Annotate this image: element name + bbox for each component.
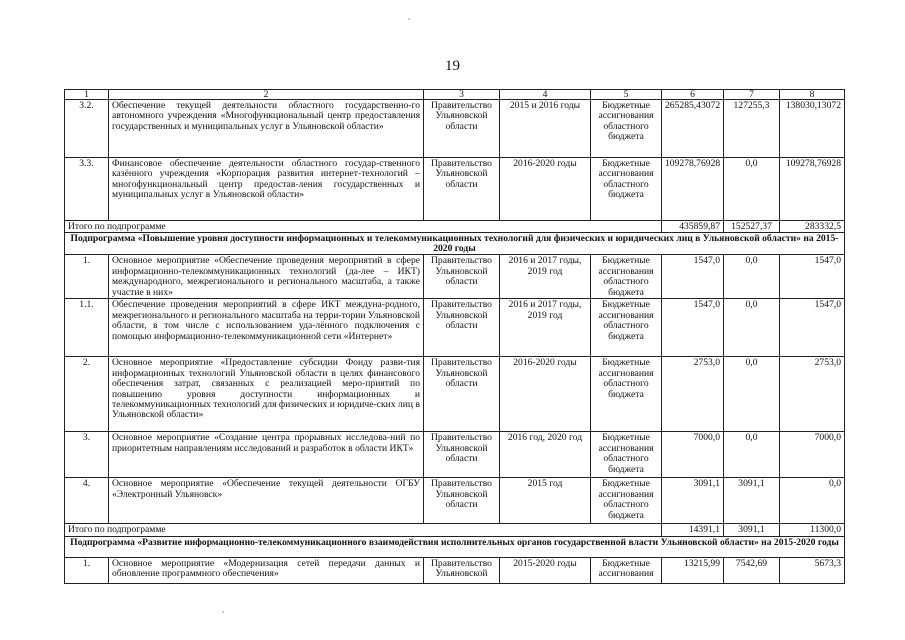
page-number: 19 — [445, 58, 460, 74]
item-name: Основное мероприятие «Обеспечение текущей деятельности ОГБУ «Электронный Ульяновск» — [109, 478, 424, 524]
item-amount-col7: 0,0 — [724, 158, 780, 221]
item-amount-col8: 109278,76928 — [780, 158, 845, 221]
item-period: 2016-2020 годы — [500, 158, 591, 221]
item-name: Основное мероприятие «Создание центра прорывных исследова-ний по приоритетным направлениям исследований и разработок в области ИКТ» — [109, 432, 424, 478]
item-total-amount: 109278,76928 — [662, 158, 724, 221]
item-total-amount: 3091,1 — [662, 478, 724, 524]
item-executor: Правительство Ульяновской области — [424, 158, 500, 221]
item-total-amount: 2753,0 — [662, 357, 724, 432]
item-total-amount: 1547,0 — [662, 299, 724, 357]
subtotal-row — [65, 221, 845, 233]
item-amount-col8: 2753,0 — [780, 357, 845, 432]
subtotal-row — [65, 524, 845, 536]
table-row — [65, 255, 845, 299]
item-total-amount: 7000,0 — [662, 432, 724, 478]
column-number: 8 — [780, 90, 845, 100]
subtotal-label: Итого по подпрограмме — [65, 524, 662, 536]
item-name: Основное мероприятие «Обеспечение проведения мероприятий в сфере информационно-телекоммуникационных технологий (да-лее – ИКТ) международного, межрегионального и регионального масштаба, а также участие в них» — [109, 255, 424, 299]
item-number: 2. — [65, 357, 109, 432]
subtotal-amount-col7: 152527,37 — [724, 221, 780, 233]
item-period: 2016 год, 2020 год — [500, 432, 591, 478]
subtotal-total-amount: 435859,87 — [662, 221, 724, 233]
subprogram-heading: Подпрограмма «Повышение уровня доступности информационных и телекоммуникационных технологий для физических и юридических лиц в Ульяновской области» на 2015-2020 годы — [65, 233, 845, 255]
item-amount-col7: 0,0 — [724, 357, 780, 432]
item-amount-col7: 7542,69 — [724, 557, 780, 583]
subtotal-amount-col7: 3091,1 — [724, 524, 780, 536]
item-name: Обеспечение текущей деятельности областного государственно-го автономного учреждения «Многофункциональный центр предоставления государственных и муниципальных услуг в Ульяновской области» — [109, 100, 424, 158]
item-total-amount: 1547,0 — [662, 255, 724, 299]
table-row — [65, 478, 845, 524]
item-amount-col7: 0,0 — [724, 432, 780, 478]
item-number: 3.2. — [65, 100, 109, 158]
item-amount-col8: 1547,0 — [780, 299, 845, 357]
item-amount-col8: 0,0 — [780, 478, 845, 524]
item-period: 2016 и 2017 годы, 2019 год — [500, 255, 591, 299]
table-body — [65, 90, 845, 584]
item-period: 2016 и 2017 годы, 2019 год — [500, 299, 591, 357]
item-amount-col8: 138030,13072 — [780, 100, 845, 158]
table-row — [65, 100, 845, 158]
column-number: 7 — [724, 90, 780, 100]
item-period: 2016-2020 годы — [500, 357, 591, 432]
item-funding-source: Бюджетные ассигнования — [591, 557, 662, 583]
scan-speck — [222, 611, 224, 613]
item-number: 1. — [65, 557, 109, 583]
item-funding-source: Бюджетные ассигнования областного бюджета — [591, 100, 662, 158]
subtotal-amount-col8: 283332,5 — [780, 221, 845, 233]
table-row — [65, 158, 845, 221]
subtotal-total-amount: 14391,1 — [662, 524, 724, 536]
item-number: 3. — [65, 432, 109, 478]
subprogram-heading-row — [65, 536, 845, 557]
item-number: 3.3. — [65, 158, 109, 221]
subprogram-heading: Подпрограмма «Развитие информационно-телекоммуникационного взаимодействия исполнительных органов государственной власти Ульяновской области» на 2015-2020 годы — [65, 536, 845, 557]
item-amount-col8: 1547,0 — [780, 255, 845, 299]
item-funding-source: Бюджетные ассигнования областного бюджета — [591, 478, 662, 524]
item-period: 2015 год — [500, 478, 591, 524]
item-funding-source: Бюджетные ассигнования областного бюджета — [591, 432, 662, 478]
item-total-amount: 265285,43072 — [662, 100, 724, 158]
item-name: Основное мероприятие «Модернизация сетей передачи данных и обновление программного обеспечения» — [109, 557, 424, 583]
column-number: 1 — [65, 90, 109, 100]
column-number: 6 — [662, 90, 724, 100]
item-executor: Правительство Ульяновской области — [424, 357, 500, 432]
item-funding-source: Бюджетные ассигнования областного бюджета — [591, 357, 662, 432]
column-number: 5 — [591, 90, 662, 100]
item-executor: Правительство Ульяновской области — [424, 100, 500, 158]
item-amount-col7: 0,0 — [724, 299, 780, 357]
subtotal-amount-col8: 11300,0 — [780, 524, 845, 536]
item-number: 1. — [65, 255, 109, 299]
item-executor: Правительство Ульяновской области — [424, 255, 500, 299]
item-executor: Правительство Ульяновской области — [424, 478, 500, 524]
scan-speck — [408, 18, 410, 20]
item-number: 1.1. — [65, 299, 109, 357]
item-funding-source: Бюджетные ассигнования областного бюджета — [591, 299, 662, 357]
subtotal-label: Итого по подпрограмме — [65, 221, 662, 233]
item-name: Обеспечение проведения мероприятий в сфере ИКТ междуна-родного, межрегионального и регионального масштаба на терри-тории Ульяновской области, в том числе с использованием уда-лённого подключения с помощью информационно-телекоммуникационной сети «Интернет» — [109, 299, 424, 357]
subprogram-heading-row — [65, 233, 845, 255]
item-amount-col8: 7000,0 — [780, 432, 845, 478]
table-row — [65, 299, 845, 357]
item-executor: Правительство Ульяновской области — [424, 432, 500, 478]
item-period: 2015 и 2016 годы — [500, 100, 591, 158]
item-funding-source: Бюджетные ассигнования областного бюджета — [591, 255, 662, 299]
item-name: Финансовое обеспечение деятельности областного государ-ственного казённого учреждения «Корпорация развития интернет-технологий – многофункциональный центр предостав-ления государственных и муниципальных услуг в Ульяновской области» — [109, 158, 424, 221]
item-funding-source: Бюджетные ассигнования областного бюджета — [591, 158, 662, 221]
column-number: 2 — [109, 90, 424, 100]
column-number: 4 — [500, 90, 591, 100]
item-amount-col7: 127255,3 — [724, 100, 780, 158]
item-total-amount: 13215,99 — [662, 557, 724, 583]
item-amount-col7: 0,0 — [724, 255, 780, 299]
item-amount-col7: 3091,1 — [724, 478, 780, 524]
item-executor: Правительство Ульяновской области — [424, 299, 500, 357]
item-executor: Правительство Ульяновской — [424, 557, 500, 583]
column-number: 3 — [424, 90, 500, 100]
item-number: 4. — [65, 478, 109, 524]
table-row — [65, 557, 845, 583]
item-amount-col8: 5673,3 — [780, 557, 845, 583]
item-period: 2015-2020 годы — [500, 557, 591, 583]
budget-table — [64, 89, 845, 584]
item-name: Основное мероприятие «Предоставление субсидии Фонду разви-тия информационных технологий Ульяновской области в целях финансового обеспечения затрат, связанных с реализацией меро-приятий по повышению уровня доступности информационных и телекоммуникационных технологий для физических и юридиче-ских лиц в Ульяновской области» — [109, 357, 424, 432]
table-row — [65, 357, 845, 432]
column-number-row — [65, 90, 845, 100]
table-row — [65, 432, 845, 478]
